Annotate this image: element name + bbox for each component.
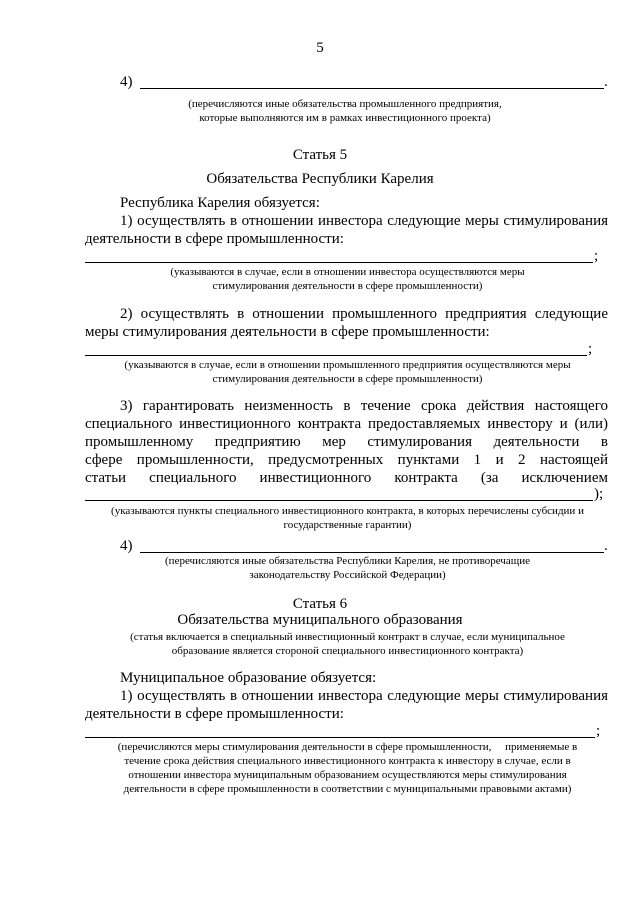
article-heading: Статья 5 [292,147,348,163]
paragraph-line: деятельности в сфере промышленности: [85,231,344,247]
line-end-punct: ; [588,341,593,357]
footnote-line: образование является стороной специального инвестиционного контракта) [171,645,524,657]
paragraph-line: статьи специального инвестиционного контракта (за исключением [85,470,608,486]
article-title: Обязательства Республики Карелия [206,171,434,187]
footnote-line: (указываются в случае, если в отношении инвестора осуществляются меры [170,266,525,278]
footnote-line: (перечисляются иные обязательства промышленного предприятия, [188,98,502,110]
footnote-line: стимулирования деятельности в сфере промышленности) [212,280,483,292]
paragraph-line: сфере промышленности, предусмотренных пунктами 1 и 2 настоящей [85,452,608,468]
footnote-line: которые выполняются им в рамках инвестиционного проекта) [199,112,491,124]
footnote-line: отношении инвестора муниципальным образованием осуществляются меры стимулирования [128,769,567,781]
paragraph-line: деятельности в сфере промышленности: [85,706,344,722]
footnote-line: (статья включается в специальный инвестиционный контракт в случае, если муниципальное [130,631,565,643]
fill-in-line [140,88,604,89]
paragraph-intro: Республика Карелия обязуется: [120,195,320,211]
footnote-line: государственные гарантии) [283,519,412,531]
fill-in-line [85,500,593,501]
fill-in-line [85,737,595,738]
footnote-line: (перечисляются меры стимулирования деятельности в сфере промышленности, применяемые в [117,741,578,753]
footnote-line: деятельности в сфере промышленности в соответствии с муниципальными правовыми актами) [123,783,572,795]
fill-in-line [140,552,604,553]
footnote-line: (указываются в случае, если в отношении промышленного предприятия осуществляются меры [124,359,571,371]
paragraph-line: меры стимулирования деятельности в сфере промышленности: [85,324,490,340]
fill-in-line [85,262,593,263]
line-end-punct: ; [596,723,601,739]
line-end-punct: ; [594,248,599,264]
article-title: Обязательства муниципального образования [177,612,463,628]
line-end-punct: ); [594,486,604,502]
paragraph-line: промышленному предприятию мер стимулирования деятельности в [85,434,608,450]
fill-in-line [85,355,587,356]
paragraph-intro: Муниципальное образование обязуется: [120,670,377,686]
paragraph-line: специального инвестиционного контракта предоставляемых инвестору и (или) [85,416,608,432]
paragraph-line: 1) осуществлять в отношении инвестора следующие меры стимулирования [120,213,608,229]
footnote-line: законодательству Российской Федерации) [249,569,446,581]
footnote-line: (перечисляются иные обязательства Республики Карелия, не противоречащие [165,555,530,567]
footnote-line: течение срока действия специального инвестиционного контракта к инвестору в случае, если в [124,755,571,767]
item-number: 4) [120,74,133,90]
page-number: 5 [316,40,324,56]
paragraph-line: 3) гарантировать неизменность в течение срока действия настоящего [120,398,608,414]
item-number: 4) [120,538,133,554]
article-heading: Статья 6 [292,596,348,612]
line-end-punct: . [604,538,608,554]
footnote-line: (указываются пункты специального инвестиционного контракта, в которых перечислены субсидии и [111,505,584,517]
paragraph-line: 1) осуществлять в отношении инвестора следующие меры стимулирования [120,688,608,704]
line-end-punct: . [604,74,608,90]
footnote-line: стимулирования деятельности в сфере промышленности) [212,373,483,385]
paragraph-line: 2) осуществлять в отношении промышленного предприятия следующие [120,306,608,322]
